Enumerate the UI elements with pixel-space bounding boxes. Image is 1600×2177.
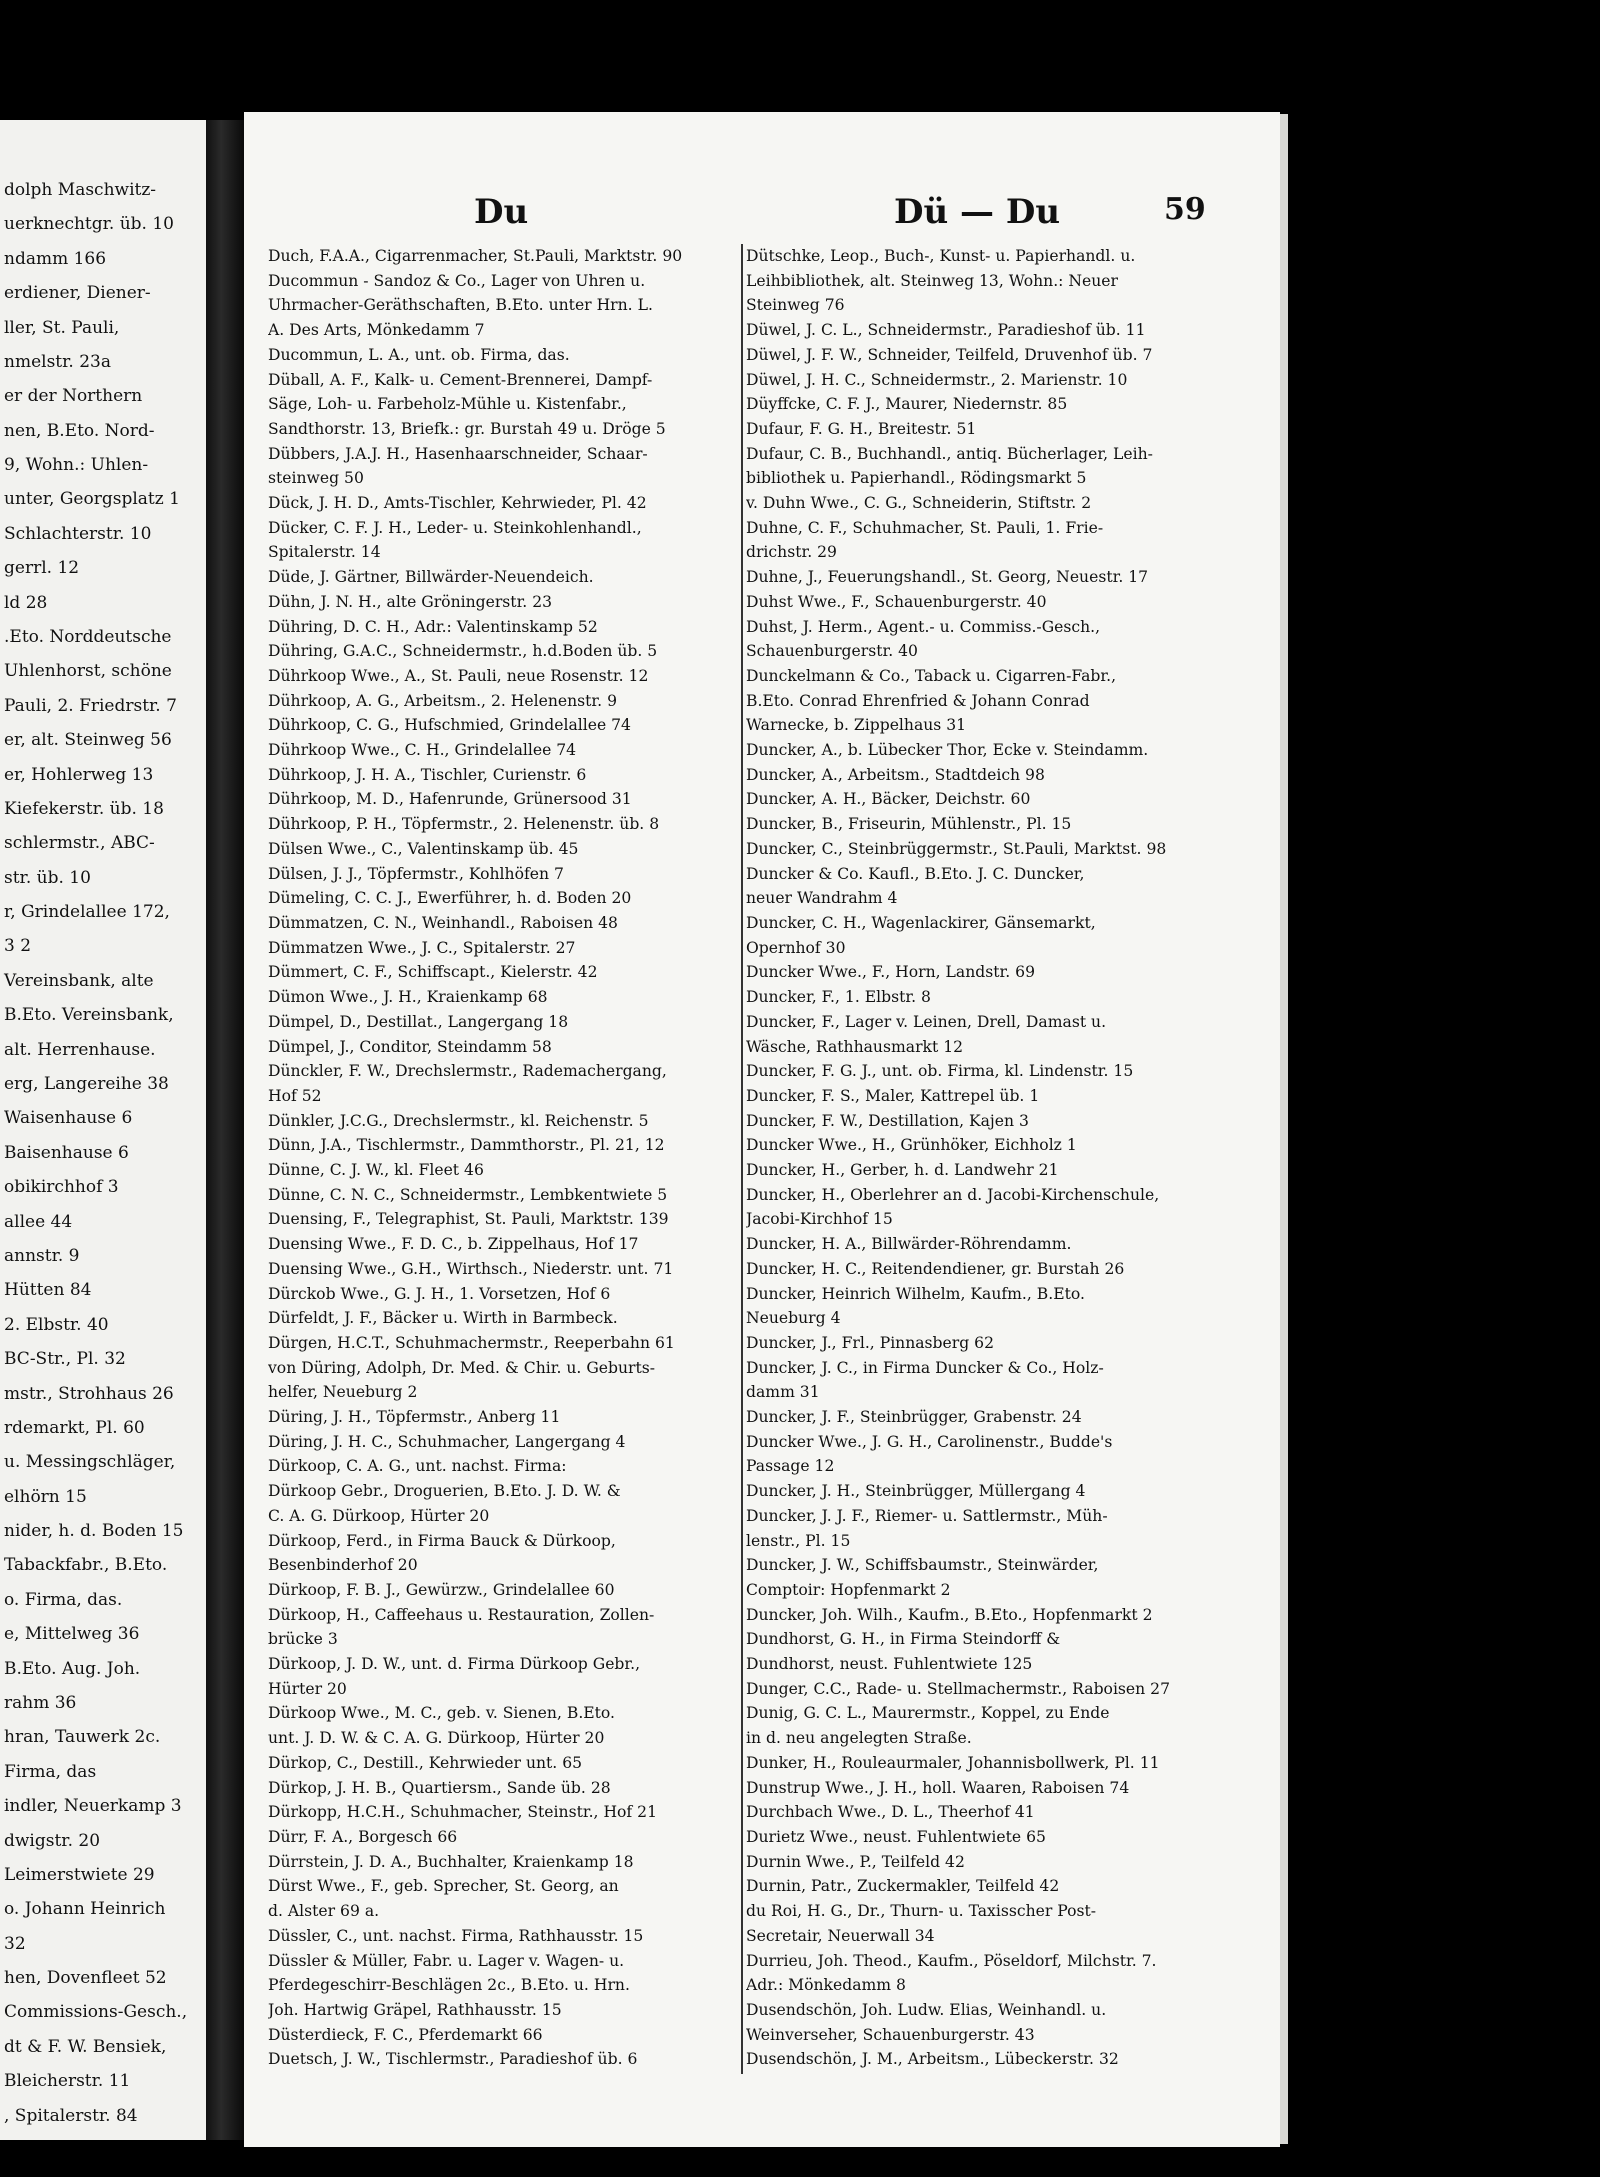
left-page-text-fragment: Kiefekerstr. üb. 18 xyxy=(4,798,164,819)
directory-entry: helfer, Neueburg 2 xyxy=(268,1383,418,1402)
directory-entry: Dunig, G. C. L., Maurermstr., Koppel, zu Ende xyxy=(746,1704,1110,1723)
directory-entry: Durchbach Wwe., D. L., Theerhof 41 xyxy=(746,1803,1035,1822)
directory-entry: Duncker, J. C., in Firma Duncker & Co., Holz- xyxy=(746,1358,1104,1377)
left-page-text-fragment: BC-Str., Pl. 32 xyxy=(4,1349,126,1370)
left-page-text-fragment: allee 44 xyxy=(4,1211,73,1232)
directory-entry: Durrieu, Joh. Theod., Kaufm., Pöseldorf, Milchstr. 7. xyxy=(746,1951,1157,1970)
left-page-text-fragment: 2. Elbstr. 40 xyxy=(4,1314,109,1335)
directory-entry: Spitalerstr. 14 xyxy=(268,543,381,562)
directory-page xyxy=(244,112,1280,2147)
left-page-text-fragment: dolph Maschwitz- xyxy=(4,180,157,200)
directory-entry: Dührkoop Wwe., A., St. Pauli, neue Rosenstr. 12 xyxy=(268,666,649,685)
directory-entry: Dülsen, J. J., Töpfermstr., Kohlhöfen 7 xyxy=(268,864,564,883)
directory-entry: Dusendschön, J. M., Arbeitsm., Lübeckerstr. 32 xyxy=(746,2050,1119,2069)
left-page-text-fragment: er, alt. Steinweg 56 xyxy=(4,730,172,751)
directory-entry: Dundhorst, neust. Fuhlentwiete 125 xyxy=(746,1655,1033,1674)
directory-entry: Duncker & Co. Kaufl., B.Eto. J. C. Duncker, xyxy=(746,864,1085,883)
left-page-text-fragment: B.Eto. Vereinsbank, xyxy=(4,1005,174,1026)
directory-entry: Dunker, H., Rouleaurmaler, Johannisbollwerk, Pl. 11 xyxy=(746,1753,1160,1772)
directory-entry: Duensing, F., Telegraphist, St. Pauli, Marktstr. 139 xyxy=(268,1210,669,1229)
directory-entry: C. A. G. Dürkoop, Hürter 20 xyxy=(268,1506,490,1525)
directory-entry: Dütschke, Leop., Buch-, Kunst- u. Papierhandl. u. xyxy=(746,247,1136,265)
left-page-text-fragment: mstr., Strohhaus 26 xyxy=(4,1383,174,1404)
directory-entry: Dührkoop, J. H. A., Tischler, Curienstr. 6 xyxy=(268,765,587,784)
directory-entry: Dürkop, C., Destill., Kehrwieder unt. 65 xyxy=(268,1753,583,1772)
directory-entry: Joh. Hartwig Gräpel, Rathhausstr. 15 xyxy=(268,2000,562,2019)
left-page-text-fragment: obikirchhof 3 xyxy=(4,1177,119,1198)
directory-entry: Hof 52 xyxy=(268,1086,322,1105)
directory-entry: Dührkoop, A. G., Arbeitsm., 2. Helenenstr. 9 xyxy=(268,691,617,710)
page-edge xyxy=(1280,114,1288,2144)
directory-entry: Dürkop, J. H. B., Quartiersm., Sande üb. 28 xyxy=(268,1778,611,1797)
left-page-text-fragment: Firma, das xyxy=(4,1761,97,1782)
directory-entry: Duncker, J. W., Schiffsbaumstr., Steinwärder, xyxy=(746,1556,1099,1575)
directory-entry: Schauenburgerstr. 40 xyxy=(746,642,918,661)
directory-entry: Düsterdieck, F. C., Pferdemarkt 66 xyxy=(268,2025,543,2044)
left-page-text-fragment: hran, Tauwerk 2c. xyxy=(4,1727,161,1748)
directory-entry: Duncker Wwe., J. G. H., Carolinenstr., Budde's xyxy=(746,1432,1113,1451)
directory-entry: brücke 3 xyxy=(268,1630,338,1649)
directory-entry: Duhne, J., Feuerungshandl., St. Georg, Neuestr. 17 xyxy=(746,568,1149,587)
directory-entry: bibliothek u. Papierhandl., Rödingsmarkt 5 xyxy=(746,469,1087,488)
directory-entry: Düring, J. H. C., Schuhmacher, Langergang 4 xyxy=(268,1432,626,1451)
directory-entry: Dürgen, H.C.T., Schuhmachermstr., Reeperbahn 61 xyxy=(268,1333,675,1352)
directory-entry: Duhne, C. F., Schuhmacher, St. Pauli, 1. Frie- xyxy=(746,518,1104,537)
left-page-text-fragment: annstr. 9 xyxy=(4,1245,80,1266)
directory-entry: damm 31 xyxy=(746,1383,820,1402)
directory-entry: Neueburg 4 xyxy=(746,1309,841,1328)
right-column xyxy=(746,244,1246,2072)
directory-entry: Dümpel, J., Conditor, Steindamm 58 xyxy=(268,1037,552,1056)
directory-entry: Dümeling, C. C. J., Ewerführer, h. d. Boden 20 xyxy=(268,889,632,908)
left-page-text-fragment: r, Grindelallee 172, xyxy=(4,902,170,923)
left-page-text-fragment: ld 28 xyxy=(4,592,48,613)
directory-entry: Dührkoop, M. D., Hafenrunde, Grünersood 31 xyxy=(268,790,632,809)
directory-entry: Düwel, J. F. W., Schneider, Teilfeld, Druvenhof üb. 7 xyxy=(746,345,1153,364)
directory-entry: Duch, F.A.A., Cigarrenmacher, St.Pauli, Marktstr. 90 xyxy=(268,247,683,265)
left-page-text-fragment: Baisenhause 6 xyxy=(4,1142,129,1163)
left-page-text-fragment: Bleicherstr. 11 xyxy=(4,2071,131,2092)
directory-entry: Dücker, C. F. J. H., Leder- u. Steinkohlenhandl., xyxy=(268,518,642,537)
directory-entry: Dünn, J.A., Tischlermstr., Dammthorstr., Pl. 21, 12 xyxy=(268,1136,665,1155)
left-page-text-fragment: u. Messingschläger, xyxy=(4,1452,176,1473)
directory-entry: steinweg 50 xyxy=(268,469,364,488)
directory-entry: Duncker Wwe., H., Grünhöker, Eichholz 1 xyxy=(746,1136,1077,1155)
left-page-text-fragment: Hütten 84 xyxy=(4,1280,92,1301)
directory-entry: Weinverseher, Schauenburgerstr. 43 xyxy=(746,2025,1035,2044)
directory-entry: Dürkoop, Ferd., in Firma Bauck & Dürkoop, xyxy=(268,1531,616,1550)
directory-entry: Comptoir: Hopfenmarkt 2 xyxy=(746,1580,951,1599)
directory-entry: Duncker, H., Gerber, h. d. Landwehr 21 xyxy=(746,1161,1059,1180)
directory-entry: Duhst Wwe., F., Schauenburgerstr. 40 xyxy=(746,592,1047,611)
left-page-text-fragment: o. Johann Heinrich xyxy=(4,1899,166,1920)
directory-entry: Duncker, B., Friseurin, Mühlenstr., Pl. 15 xyxy=(746,815,1072,834)
directory-entry: Dühn, J. N. H., alte Gröningerstr. 23 xyxy=(268,592,553,611)
directory-entry: Duncker, A., b. Lübecker Thor, Ecke v. Steindamm. xyxy=(746,741,1149,760)
directory-entry: Duncker, F. S., Maler, Kattrepel üb. 1 xyxy=(746,1086,1040,1105)
directory-entry: Duensing Wwe., G.H., Wirthsch., Niederstr. unt. 71 xyxy=(268,1259,674,1278)
left-page-text-fragment: Waisenhause 6 xyxy=(4,1108,133,1129)
directory-entry: Dunger, C.C., Rade- u. Stellmachermstr., Raboisen 27 xyxy=(746,1679,1171,1698)
directory-entry: Duncker, H. C., Reitendendiener, gr. Burstah 26 xyxy=(746,1259,1125,1278)
left-page-text-fragment: nider, h. d. Boden 15 xyxy=(4,1521,184,1542)
directory-entry: Dürfeldt, J. F., Bäcker u. Wirth in Barmbeck. xyxy=(268,1309,618,1328)
directory-entry: unt. J. D. W. & C. A. G. Dürkoop, Hürter 20 xyxy=(268,1729,605,1748)
directory-entry: Düring, J. H., Töpfermstr., Anberg 11 xyxy=(268,1408,561,1427)
directory-entry: Düssler, C., unt. nachst. Firma, Rathhausstr. 15 xyxy=(268,1926,644,1945)
left-page-text-fragment: str. üb. 10 xyxy=(4,867,91,888)
directory-entry: Leihbibliothek, alt. Steinweg 13, Wohn.: Neuer xyxy=(746,271,1118,290)
directory-entry: Duncker, F., 1. Elbstr. 8 xyxy=(746,988,931,1007)
directory-entry: drichstr. 29 xyxy=(746,543,837,562)
page-header xyxy=(244,192,1280,242)
directory-entry: Dühring, G.A.C., Schneidermstr., h.d.Boden üb. 5 xyxy=(268,642,658,661)
left-page-text-fragment: 3 2 xyxy=(4,936,32,957)
directory-entry: Hürter 20 xyxy=(268,1679,347,1698)
directory-entry: Dürkopp, H.C.H., Schuhmacher, Steinstr., Hof 21 xyxy=(268,1803,658,1822)
directory-entry: Düwel, J. C. L., Schneidermstr., Paradieshof üb. 11 xyxy=(746,321,1146,340)
directory-entry: Uhrmacher-Geräthschaften, B.Eto. unter Hrn. L. xyxy=(268,296,653,315)
header-right-guideword: Dü — Du xyxy=(894,192,1061,232)
directory-entry: Dülsen Wwe., C., Valentinskamp üb. 45 xyxy=(268,839,579,858)
directory-entry: Duncker, H., Oberlehrer an d. Jacobi-Kirchenschule, xyxy=(746,1185,1160,1204)
directory-entry: Düwel, J. H. C., Schneidermstr., 2. Marienstr. 10 xyxy=(746,370,1128,389)
directory-entry: Dundhorst, G. H., in Firma Steindorff & xyxy=(746,1630,1061,1649)
directory-entry: Dürkoop Gebr., Droguerien, B.Eto. J. D. W. & xyxy=(268,1482,621,1501)
left-page-text-fragment: dwigstr. 20 xyxy=(4,1830,101,1851)
directory-entry: Durnin, Patr., Zuckermakler, Teilfeld 42 xyxy=(746,1877,1060,1896)
left-page-text-fragment: e, Mittelweg 36 xyxy=(4,1624,140,1645)
left-page-text-fragment: ller, St. Pauli, xyxy=(4,317,120,338)
left-page-text-fragment: uerknechtgr. üb. 10 xyxy=(4,214,174,235)
left-page-text-fragment: gerrl. 12 xyxy=(4,558,80,579)
directory-entry: Besenbinderhof 20 xyxy=(268,1556,418,1575)
directory-entry: Düball, A. F., Kalk- u. Cement-Brennerei, Dampf- xyxy=(268,370,653,389)
left-page-text-fragment: erdiener, Diener- xyxy=(4,283,151,304)
left-page-text-fragment: nmelstr. 23a xyxy=(4,351,111,372)
left-page-text-fragment: nen, B.Eto. Nord- xyxy=(4,420,155,441)
directory-entry: Düde, J. Gärtner, Billwärder-Neuendeich. xyxy=(268,568,594,587)
directory-entry: Dusendschön, Joh. Ludw. Elias, Weinhandl. u. xyxy=(746,2000,1107,2019)
left-page-text-fragment: Pauli, 2. Friedrstr. 7 xyxy=(4,695,177,716)
header-left-guideword: Du xyxy=(474,192,529,232)
directory-entry: Dünkler, J.C.G., Drechslermstr., kl. Reichenstr. 5 xyxy=(268,1111,649,1130)
directory-entry: Dünne, C. J. W., kl. Fleet 46 xyxy=(268,1161,484,1180)
directory-entry: Jacobi-Kirchhof 15 xyxy=(746,1210,893,1229)
left-page-text-fragment: , Spitalerstr. 84 xyxy=(4,2105,138,2126)
directory-entry: Dürr, F. A., Borgesch 66 xyxy=(268,1828,458,1846)
directory-entry: Dübbers, J.A.J. H., Hasenhaarschneider, Schaar- xyxy=(268,444,648,463)
directory-entry: Säge, Loh- u. Farbeholz-Mühle u. Kistenfabr., xyxy=(268,395,627,414)
directory-entry: Dufaur, C. B., Buchhandl., antiq. Bücherlager, Leih- xyxy=(746,444,1153,463)
directory-entry: Duncker, J. H., Steinbrügger, Müllergang 4 xyxy=(746,1482,1086,1501)
directory-entry: du Roi, H. G., Dr., Thurn- u. Taxisscher Post- xyxy=(746,1902,1097,1921)
directory-entry: v. Duhn Wwe., C. G., Schneiderin, Stiftstr. 2 xyxy=(746,494,1092,513)
directory-entry: Duncker, J. J. F., Riemer- u. Sattlermstr., Müh- xyxy=(746,1506,1108,1525)
left-page-text-fragment: 32 xyxy=(4,1933,26,1954)
left-page-text-fragment: rdemarkt, Pl. 60 xyxy=(4,1417,145,1438)
directory-entry: Duetsch, J. W., Tischlermstr., Paradieshof üb. 6 xyxy=(268,2050,638,2069)
directory-entry: Dührkoop, C. G., Hufschmied, Grindelallee 74 xyxy=(268,716,631,735)
directory-entry: Dück, J. H. D., Amts-Tischler, Kehrwieder, Pl. 42 xyxy=(268,494,647,513)
book-gutter xyxy=(206,120,244,2140)
directory-entry: Duncker, C. H., Wagenlackirer, Gänsemarkt, xyxy=(746,913,1096,932)
directory-entry: Duncker, F. G. J., unt. ob. Firma, kl. Lindenstr. 15 xyxy=(746,1062,1134,1081)
directory-entry: Passage 12 xyxy=(746,1457,835,1476)
left-page-edge xyxy=(0,120,210,2140)
directory-entry: Dunstrup Wwe., J. H., holl. Waaren, Raboisen 74 xyxy=(746,1778,1130,1797)
left-page-text-fragment: hen, Dovenfleet 52 xyxy=(4,1968,167,1989)
left-page-text-fragment: dt & F. W. Bensiek, xyxy=(4,2036,167,2057)
directory-entry: Dünckler, F. W., Drechslermstr., Rademachergang, xyxy=(268,1062,667,1081)
directory-entry: Secretair, Neuerwall 34 xyxy=(746,1926,935,1945)
directory-entry: Dufaur, F. G. H., Breitestr. 51 xyxy=(746,419,977,438)
directory-entry: Duensing Wwe., F. D. C., b. Zippelhaus, Hof 17 xyxy=(268,1235,639,1254)
column-divider xyxy=(741,244,743,2074)
left-page-text-fragment: .Eto. Norddeutsche xyxy=(4,627,172,648)
left-page-text-fragment: unter, Georgsplatz 1 xyxy=(4,489,180,510)
directory-entry: Duncker, J. F., Steinbrügger, Grabenstr. 24 xyxy=(746,1408,1082,1427)
directory-entry: Ducommun - Sandoz & Co., Lager von Uhren u. xyxy=(268,271,646,290)
directory-entry: Opernhof 30 xyxy=(746,938,846,957)
directory-entry: Durnin Wwe., P., Teilfeld 42 xyxy=(746,1852,965,1871)
directory-entry: in d. neu angelegten Straße. xyxy=(746,1729,972,1748)
left-page-text-fragment: erg, Langereihe 38 xyxy=(4,1074,169,1095)
directory-entry: Durietz Wwe., neust. Fuhlentwiete 65 xyxy=(746,1828,1046,1846)
directory-entry: B.Eto. Conrad Ehrenfried & Johann Conrad xyxy=(746,691,1090,710)
directory-entry: Dümpel, D., Destillat., Langergang 18 xyxy=(268,1012,569,1031)
left-page-text-fragment: Commissions-Gesch., xyxy=(4,2002,188,2023)
directory-entry: lenstr., Pl. 15 xyxy=(746,1531,851,1550)
directory-entry: Dürkoop, H., Caffeehaus u. Restauration, Zollen- xyxy=(268,1605,655,1624)
directory-entry: Dührkoop Wwe., C. H., Grindelallee 74 xyxy=(268,741,577,760)
directory-entry: von Düring, Adolph, Dr. Med. & Chir. u. Geburts- xyxy=(268,1358,656,1377)
directory-entry: Ducommun, L. A., unt. ob. Firma, das. xyxy=(268,345,570,364)
directory-entry: Dümmatzen, C. N., Weinhandl., Raboisen 48 xyxy=(268,913,618,932)
directory-entry: Dunckelmann & Co., Taback u. Cigarren-Fabr., xyxy=(746,666,1117,685)
directory-entry: Steinweg 76 xyxy=(746,296,845,315)
left-page-text-fragment: er der Northern xyxy=(4,386,143,407)
directory-entry: Duncker, F. W., Destillation, Kajen 3 xyxy=(746,1111,1029,1130)
directory-entry: Dürkoop Wwe., M. C., geb. v. Sienen, B.Eto. xyxy=(268,1704,616,1723)
left-page-text-fragment: Vereinsbank, alte xyxy=(4,970,154,991)
directory-entry: Dürrstein, J. D. A., Buchhalter, Kraienkamp 18 xyxy=(268,1852,634,1871)
directory-entry: Duncker, F., Lager v. Leinen, Drell, Damast u. xyxy=(746,1012,1107,1031)
directory-entry: Wäsche, Rathhausmarkt 12 xyxy=(746,1037,964,1056)
left-page-text-fragment: elhörn 15 xyxy=(4,1486,87,1507)
directory-entry: Dümon Wwe., J. H., Kraienkamp 68 xyxy=(268,988,548,1007)
left-page-text-fragment: er, Hohlerweg 13 xyxy=(4,764,154,785)
directory-entry: Adr.: Mönkedamm 8 xyxy=(746,1976,906,1995)
directory-entry: Dürkoop, J. D. W., unt. d. Firma Dürkoop Gebr., xyxy=(268,1655,641,1674)
directory-entry: Düssler & Müller, Fabr. u. Lager v. Wagen- u. xyxy=(268,1951,625,1970)
directory-entry: Dührkoop, P. H., Töpfermstr., 2. Helenenstr. üb. 8 xyxy=(268,815,660,834)
directory-entry: Duncker, J., Frl., Pinnasberg 62 xyxy=(746,1333,995,1352)
left-column xyxy=(268,244,738,2072)
directory-entry: Sandthorstr. 13, Briefk.: gr. Burstah 49 u. Dröge 5 xyxy=(268,419,666,438)
directory-entry: Duncker, H. A., Billwärder-Röhrendamm. xyxy=(746,1235,1072,1254)
directory-entry: Duncker, A., Arbeitsm., Stadtdeich 98 xyxy=(746,765,1045,784)
left-page-text-fragment: alt. Herrenhause. xyxy=(4,1039,156,1060)
directory-entry: Duhst, J. Herm., Agent.- u. Commiss.-Gesch., xyxy=(746,617,1101,636)
directory-entry: Dühring, D. C. H., Adr.: Valentinskamp 52 xyxy=(268,617,598,636)
directory-entry: A. Des Arts, Mönkedamm 7 xyxy=(268,321,485,340)
directory-entry: Dünne, C. N. C., Schneidermstr., Lembkentwiete 5 xyxy=(268,1185,668,1204)
directory-entry: d. Alster 69 a. xyxy=(268,1902,380,1921)
directory-entry: Duncker Wwe., F., Horn, Landstr. 69 xyxy=(746,963,1035,982)
directory-entry: Düyffcke, C. F. J., Maurer, Niedernstr. 85 xyxy=(746,395,1068,414)
left-page-text-fragment: Uhlenhorst, schöne xyxy=(4,661,172,682)
directory-entry: Duncker, Joh. Wilh., Kaufm., B.Eto., Hopfenmarkt 2 xyxy=(746,1605,1153,1624)
directory-entry: Duncker, A. H., Bäcker, Deichstr. 60 xyxy=(746,790,1031,809)
left-page-text-fragment: ndamm 166 xyxy=(4,248,107,269)
left-page-text-fragment: B.Eto. Aug. Joh. xyxy=(4,1658,141,1679)
directory-entry: Dürkoop, F. B. J., Gewürzw., Grindelallee 60 xyxy=(268,1580,615,1599)
page-number: 59 xyxy=(1164,192,1206,227)
directory-entry: Duncker, Heinrich Wilhelm, Kaufm., B.Eto. xyxy=(746,1284,1085,1303)
directory-entry: Pferdegeschirr-Beschlägen 2c., B.Eto. u. Hrn. xyxy=(268,1976,630,1995)
left-page-text-fragment: rahm 36 xyxy=(4,1692,77,1713)
left-page-text-fragment: 9, Wohn.: Uhlen- xyxy=(4,455,149,476)
directory-entry: Dümmert, C. F., Schiffscapt., Kielerstr. 42 xyxy=(268,963,598,982)
directory-entry: Warnecke, b. Zippelhaus 31 xyxy=(746,716,967,735)
left-page-text-fragment: Schlachterstr. 10 xyxy=(4,523,152,544)
directory-entry: neuer Wandrahm 4 xyxy=(746,889,898,908)
directory-entry: Dümmatzen Wwe., J. C., Spitalerstr. 27 xyxy=(268,938,576,957)
left-page-text-fragment: indler, Neuerkamp 3 xyxy=(4,1796,182,1817)
directory-entry: Duncker, C., Steinbrüggermstr., St.Pauli, Marktst. 98 xyxy=(746,839,1167,858)
left-page-text-fragment: schlermstr., ABC- xyxy=(4,833,155,854)
left-page-text-fragment: Tabackfabr., B.Eto. xyxy=(4,1555,168,1576)
directory-entry: Dürckob Wwe., G. J. H., 1. Vorsetzen, Hof 6 xyxy=(268,1284,611,1303)
left-page-text-fragment: o. Firma, das. xyxy=(4,1589,123,1610)
directory-entry: Dürst Wwe., F., geb. Sprecher, St. Georg, an xyxy=(268,1877,619,1896)
directory-entry: Dürkoop, C. A. G., unt. nachst. Firma: xyxy=(268,1457,567,1476)
left-page-text-fragment: Leimerstwiete 29 xyxy=(4,1864,155,1885)
